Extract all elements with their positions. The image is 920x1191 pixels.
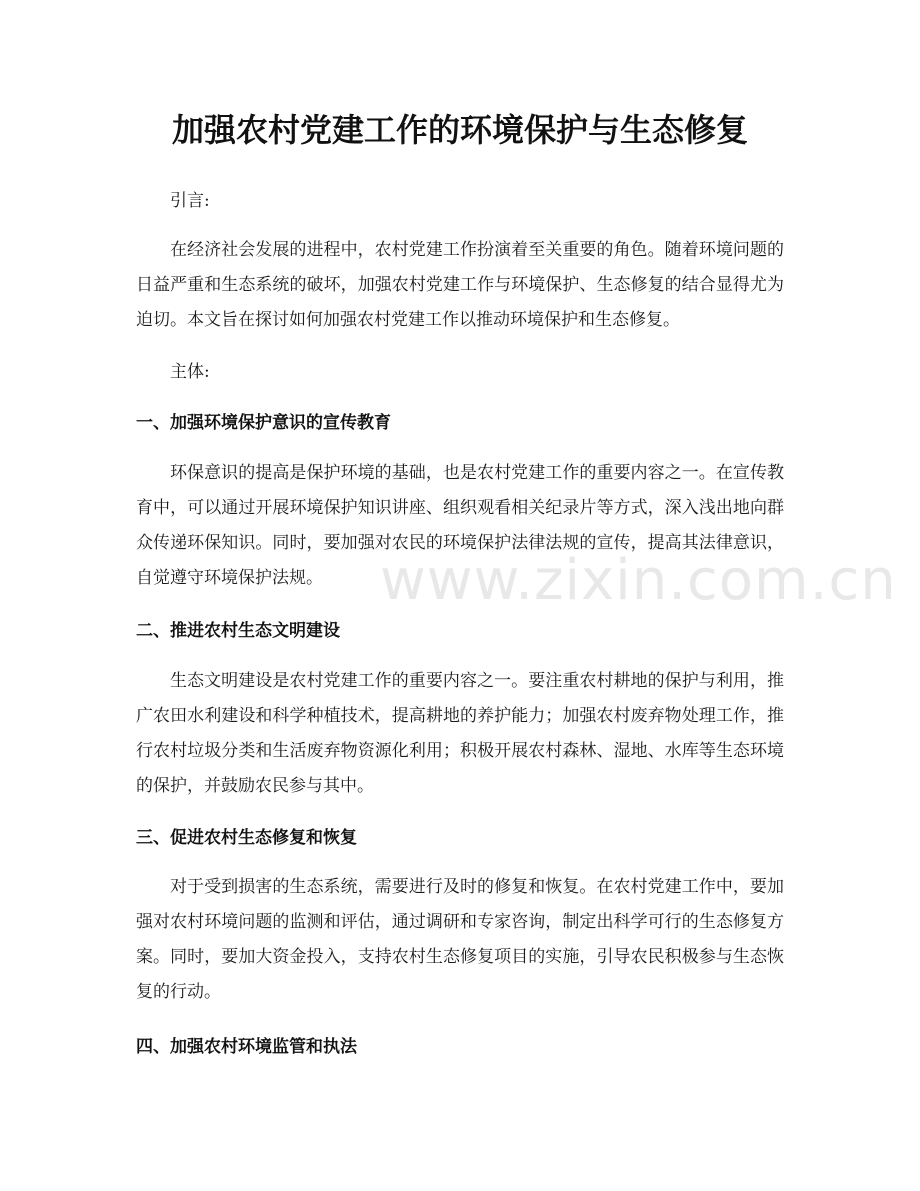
intro-label: 引言: — [170, 191, 210, 211]
watermark-text: www.zixin.com.cn — [380, 548, 897, 613]
document-title: 加强农村党建工作的环境保护与生态修复 — [171, 111, 748, 149]
section-paragraph-3: 对于受到损害的生态系统，需要进行及时的修复和恢复。在农村党建工作中，要加强对农村环境问题的监测和评估，通过调研和专家咨询，制定出科学可行的生态修复方案。同时，要加大资金投入，支持农村生态修复项目的实施，引导农民积极参与生态恢复的行动。 — [136, 877, 784, 1002]
section-heading-4: 四、加强农村环境监管和执法 — [136, 1037, 357, 1057]
intro-paragraph: 在经济社会发展的进程中，农村党建工作扮演着至关重要的角色。随着环境问题的日益严重和生态系统的破坏，加强农村党建工作与环境保护、生态修复的结合显得尤为迫切。本文旨在探讨如何加强农村党建工作以推动环境保护和生态修复。 — [136, 240, 784, 330]
section-heading-2: 二、推进农村生态文明建设 — [136, 621, 340, 641]
section-paragraph-2: 生态文明建设是农村党建工作的重要内容之一。要注重农村耕地的保护与利用，推广农田水利建设和科学种植技术，提高耕地的养护能力；加强农村废弃物处理工作，推行农村垃圾分类和生活废弃物资源化利用；积极开展农村森林、湿地、水库等生态环境的保护，并鼓励农民参与其中。 — [136, 671, 784, 796]
section-heading-1: 一、加强环境保护意识的宣传教育 — [136, 413, 391, 433]
body-label: 主体: — [170, 362, 210, 382]
section-heading-3: 三、促进农村生态修复和恢复 — [136, 828, 357, 848]
section-paragraph-1: 环保意识的提高是保护环境的基础，也是农村党建工作的重要内容之一。在宣传教育中，可以通过开展环境保护知识讲座、组织观看相关纪录片等方式，深入浅出地向群众传递环保知识。同时，要加强对农民的环境保护法律法规的宣传，提高其法律意识，自觉遵守环境保护法规。 — [136, 463, 784, 588]
